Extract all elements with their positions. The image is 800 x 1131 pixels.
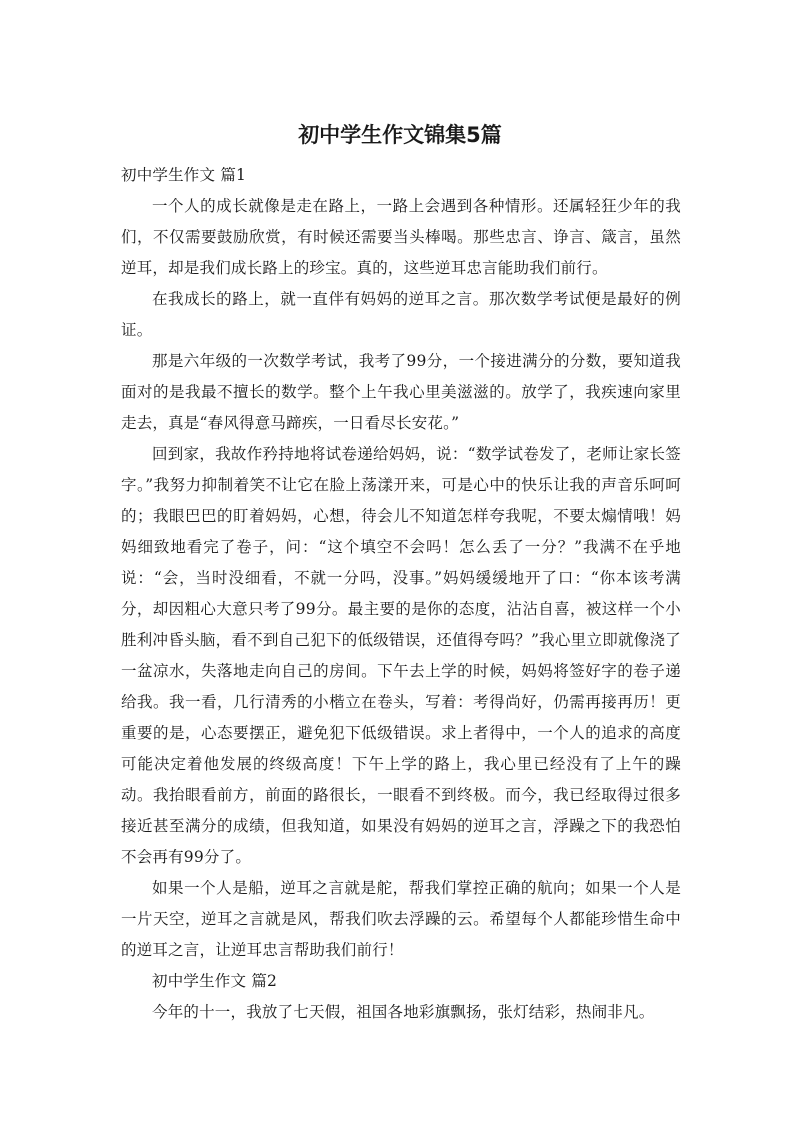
section-heading-1: 初中学生作文 篇1 (121, 166, 247, 184)
paragraph: 那是六年级的一次数学考试，我考了99分，一个接进满分的分数，要知道我面对的是我最不擅长的数学。整个上午我心里美滋滋的。放学了，我疾速向家里走去，真是“春风得意马蹄疾，一日看尽长安花。” (121, 352, 681, 432)
document-title: 初中学生作文锦集5篇 (298, 123, 502, 147)
paragraph: 在我成长的路上，就一直伴有妈妈的逆耳之言。那次数学考试便是最好的例证。 (121, 290, 681, 339)
document-body (121, 160, 681, 1028)
paragraph: 一个人的成长就像是走在路上，一路上会遇到各种情形。还属轻狂少年的我们，不仅需要鼓励欣赏，有时候还需要当头棒喝。那些忠言、诤言、箴言，虽然逆耳，却是我们成长路上的珍宝。真的，这些逆耳忠言能助我们前行。 (121, 197, 681, 277)
paragraph: 今年的十一，我放了七天假，祖国各地彩旗飘扬，张灯结彩，热闹非凡。 (152, 1003, 655, 1021)
paragraph: 回到家，我故作矜持地将试卷递给妈妈，说：“数学试卷发了，老师让家长签字。”我努力抑制着笑不让它在脸上荡漾开来，可是心中的快乐让我的声音乐呵呵的；我眼巴巴的盯着妈妈，心想，待会儿不知道怎样夸我呢，不要太煽情哦！妈妈细致地看完了卷子，问：“这个填空不会吗！怎么丢了一分？”我满不在乎地说：“会，当时没细看，不就一分吗，没事。”妈妈缓缓地开了口：“你本该考满分，却因粗心大意只考了99分。最主要的是你的态度，沾沾自喜，被这样一个小胜利冲昏头脑，看不到自己犯下的低级错误，还值得夸吗？”我心里立即就像浇了一盆凉水，失落地走向自己的房间。下午去上学的时候，妈妈将签好字的卷子递给我。我一看，几行清秀的小楷立在卷头，写着：考得尚好，仍需再接再历！更重要的是，心态要摆正，避免犯下低级错误。求上者得中，一个人的追求的高度可能决定着他发展的终级高度！下午上学的路上，我心里已经没有了上午的躁动。我抬眼看前方，前面的路很长，一眼看不到终极。而今，我已经取得过很多接近甚至满分的成绩，但我知道，如果没有妈妈的逆耳之言，浮躁之下的我恐怕不会再有99分了。 (121, 445, 681, 866)
paragraph: 如果一个人是船，逆耳之言就是舵，帮我们掌控正确的航向；如果一个人是一片天空，逆耳之言就是风，帮我们吹去浮躁的云。希望每个人都能珍惜生命中的逆耳之言，让逆耳忠言帮助我们前行！ (121, 879, 681, 959)
section-heading-2: 初中学生作文 篇2 (152, 972, 278, 990)
